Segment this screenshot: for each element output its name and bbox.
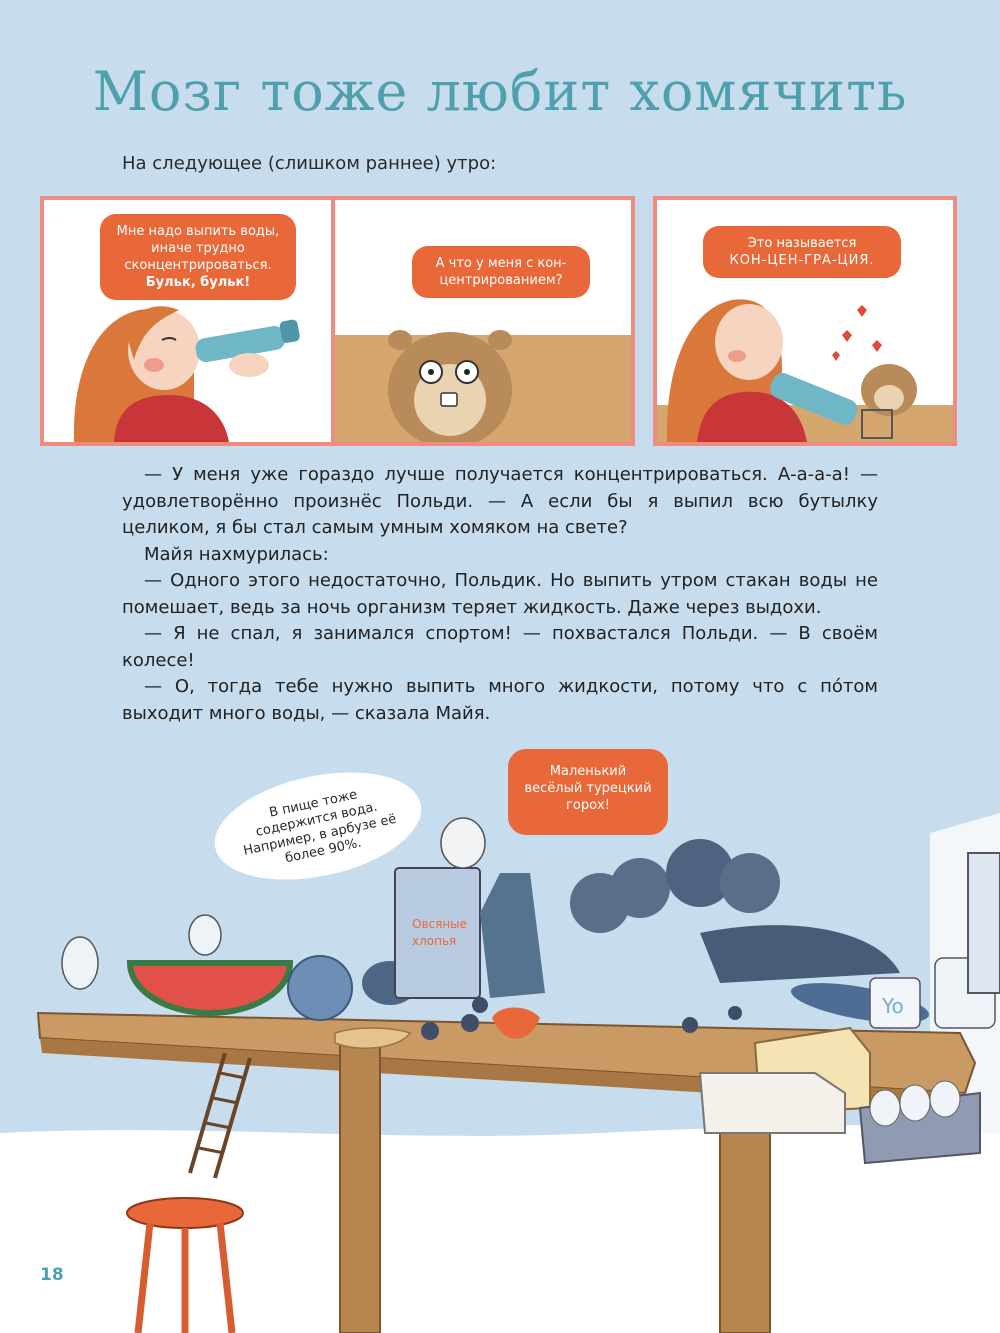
kitchen-table-illustration bbox=[0, 713, 1000, 1333]
chickpea-bubble bbox=[508, 749, 668, 835]
speech-bubble-2 bbox=[412, 246, 590, 298]
page-title: Мозг тоже любит хомячить bbox=[92, 60, 908, 123]
oats-box-label-1: Овсяные bbox=[412, 917, 468, 931]
comic-panel-1 bbox=[40, 196, 344, 446]
story-paragraph: Майя нахмурилась: bbox=[144, 543, 329, 565]
speech-bubble-1 bbox=[100, 214, 296, 300]
speech-bubble-2-text: А что у меня с кон-центрированием? bbox=[435, 256, 567, 288]
page-number: 18 bbox=[40, 1265, 64, 1285]
intro-text: На следующее (слишком раннее) утро: bbox=[122, 153, 497, 174]
speech-bubble-3 bbox=[703, 226, 901, 278]
comic-panel-2 bbox=[331, 196, 635, 446]
comic-panel-3 bbox=[653, 196, 957, 446]
story-paragraph: — Одного этого недостаточно, Польдик. Но выпить утром стакан воды не помешает, ведь за ночь организм теряет жидкость. Даже через выдохи. bbox=[122, 570, 878, 618]
story-paragraph: — Я не спал, я занимался спортом! — похвастался Польди. — В своём колесе! bbox=[122, 623, 878, 671]
chickpea-bubble-text: Маленький весёлый турецкий горох! bbox=[524, 764, 652, 813]
yogurt-label: Yo bbox=[882, 994, 904, 1018]
speech-bubble-3-text: Это называется bbox=[747, 236, 857, 251]
speech-bubble-3-emphasis: КОН-ЦЕН-ГРА-ЦИЯ. bbox=[729, 253, 875, 268]
oats-box-label-2: хлопья bbox=[412, 934, 457, 948]
speech-bubble-1-sound: Бульк, бульк! bbox=[145, 275, 251, 290]
story-paragraph: — У меня уже гораздо лучше получается концентрироваться. А-а-а-а! — удовлетворённо произнёс Польди. — А если бы я выпил всю бутылку целиком, я бы стал самым умным хомяком на свете? bbox=[122, 464, 878, 538]
story-paragraph: — О, тогда тебе нужно выпить много жидкости, потому что с пóтом выходит много воды, — сказала Майя. bbox=[122, 676, 878, 724]
hamster-illustration bbox=[335, 200, 631, 442]
food-water-bubble-text: В пище тоже содержится вода. Например, в арбузе её более 90%. bbox=[242, 787, 398, 867]
story-text bbox=[122, 462, 878, 727]
speech-bubble-1-text: Мне надо выпить воды, иначе трудно сконцентрироваться. bbox=[116, 224, 280, 273]
